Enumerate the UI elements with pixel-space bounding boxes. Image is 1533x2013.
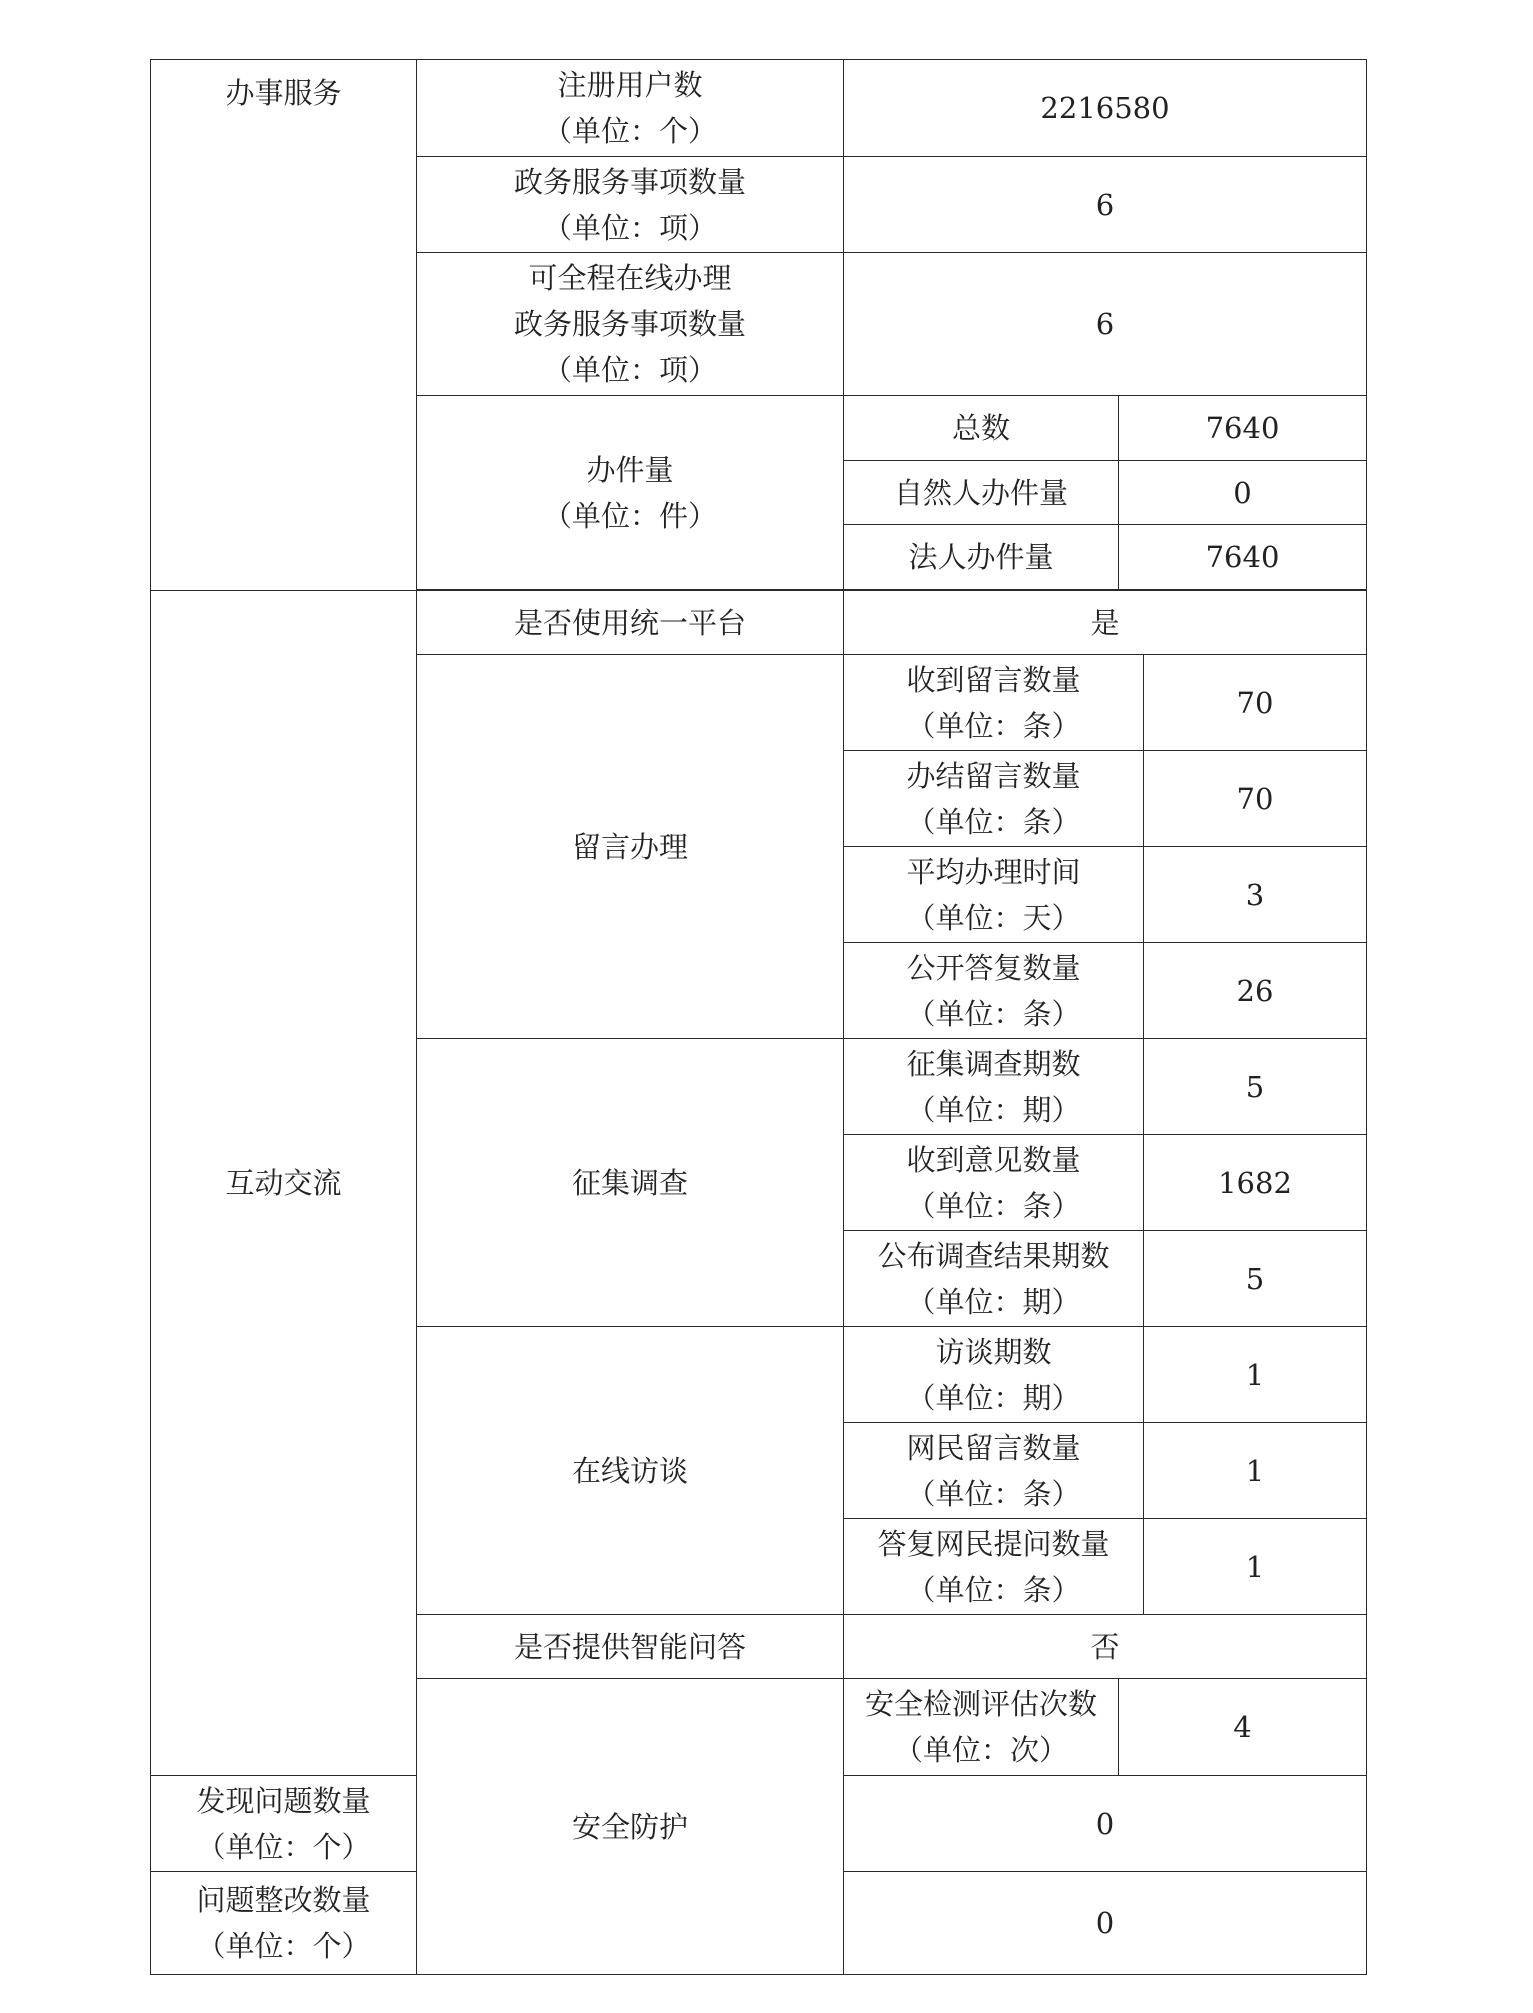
value-messages-received: 70 (1144, 655, 1367, 751)
row-label-cases: 办件量 （单位：件） (417, 396, 844, 590)
sub-label-cases-natural: 自然人办件量 (844, 461, 1119, 525)
category-security: 安全防护 (417, 1679, 844, 1975)
value-netizen-answers: 1 (1144, 1519, 1367, 1615)
row-label-assessments: 安全检测评估次数 （单位：次） (844, 1679, 1119, 1776)
category-interaction: 互动交流 (151, 591, 417, 1776)
value-survey-opinions: 1682 (1144, 1135, 1367, 1231)
value-smart-qa: 否 (844, 1615, 1367, 1679)
value-registered-users: 2216580 (844, 60, 1367, 157)
row-label-messages: 留言办理 (417, 655, 844, 1039)
sub-label-survey-results: 公布调查结果期数 （单位：期） (844, 1231, 1144, 1327)
row-label-unified-platform: 是否使用统一平台 (417, 591, 844, 655)
row-label-interview: 在线访谈 (417, 1327, 844, 1615)
value-cases-legal: 7640 (1119, 525, 1367, 590)
value-messages-resolved: 70 (1144, 751, 1367, 847)
row-label-survey: 征集调查 (417, 1039, 844, 1327)
value-cases-total: 7640 (1119, 396, 1367, 461)
value-public-replies: 26 (1144, 943, 1367, 1039)
value-issues-found: 0 (844, 1776, 1367, 1872)
sub-label-cases-total: 总数 (844, 396, 1119, 461)
row-label-issues-fixed: 问题整改数量 （单位：个） (151, 1872, 417, 1975)
row-label-issues-found: 发现问题数量 （单位：个） (151, 1776, 417, 1872)
sub-label-avg-time: 平均办理时间 （单位：天） (844, 847, 1144, 943)
sub-label-interview-periods: 访谈期数 （单位：期） (844, 1327, 1144, 1423)
value-netizen-messages: 1 (1144, 1423, 1367, 1519)
value-unified-platform: 是 (844, 591, 1367, 655)
row-label-smart-qa: 是否提供智能问答 (417, 1615, 844, 1679)
row-label-registered-users: 注册用户数 （单位：个） (417, 60, 844, 157)
value-survey-results: 5 (1144, 1231, 1367, 1327)
value-assessments: 4 (1119, 1679, 1367, 1776)
row-label-service-items: 政务服务事项数量 （单位：项） (417, 157, 844, 253)
value-interview-periods: 1 (1144, 1327, 1367, 1423)
sub-label-public-replies: 公开答复数量 （单位：条） (844, 943, 1144, 1039)
value-online-items: 6 (844, 253, 1367, 396)
sub-label-survey-opinions: 收到意见数量 （单位：条） (844, 1135, 1144, 1231)
sub-label-messages-resolved: 办结留言数量 （单位：条） (844, 751, 1144, 847)
value-avg-time: 3 (1144, 847, 1367, 943)
value-service-items: 6 (844, 157, 1367, 253)
value-survey-periods: 5 (1144, 1039, 1367, 1135)
sub-label-netizen-answers: 答复网民提问数量 （单位：条） (844, 1519, 1144, 1615)
value-cases-natural: 0 (1119, 461, 1367, 525)
sub-label-survey-periods: 征集调查期数 （单位：期） (844, 1039, 1144, 1135)
sub-label-messages-received: 收到留言数量 （单位：条） (844, 655, 1144, 751)
sub-label-cases-legal: 法人办件量 (844, 525, 1119, 590)
row-label-online-items: 可全程在线办理 政务服务事项数量 （单位：项） (417, 253, 844, 396)
report-table (150, 59, 1367, 1975)
value-issues-fixed: 0 (844, 1872, 1367, 1975)
category-service: 办事服务 (151, 60, 417, 591)
sub-label-netizen-messages: 网民留言数量 （单位：条） (844, 1423, 1144, 1519)
